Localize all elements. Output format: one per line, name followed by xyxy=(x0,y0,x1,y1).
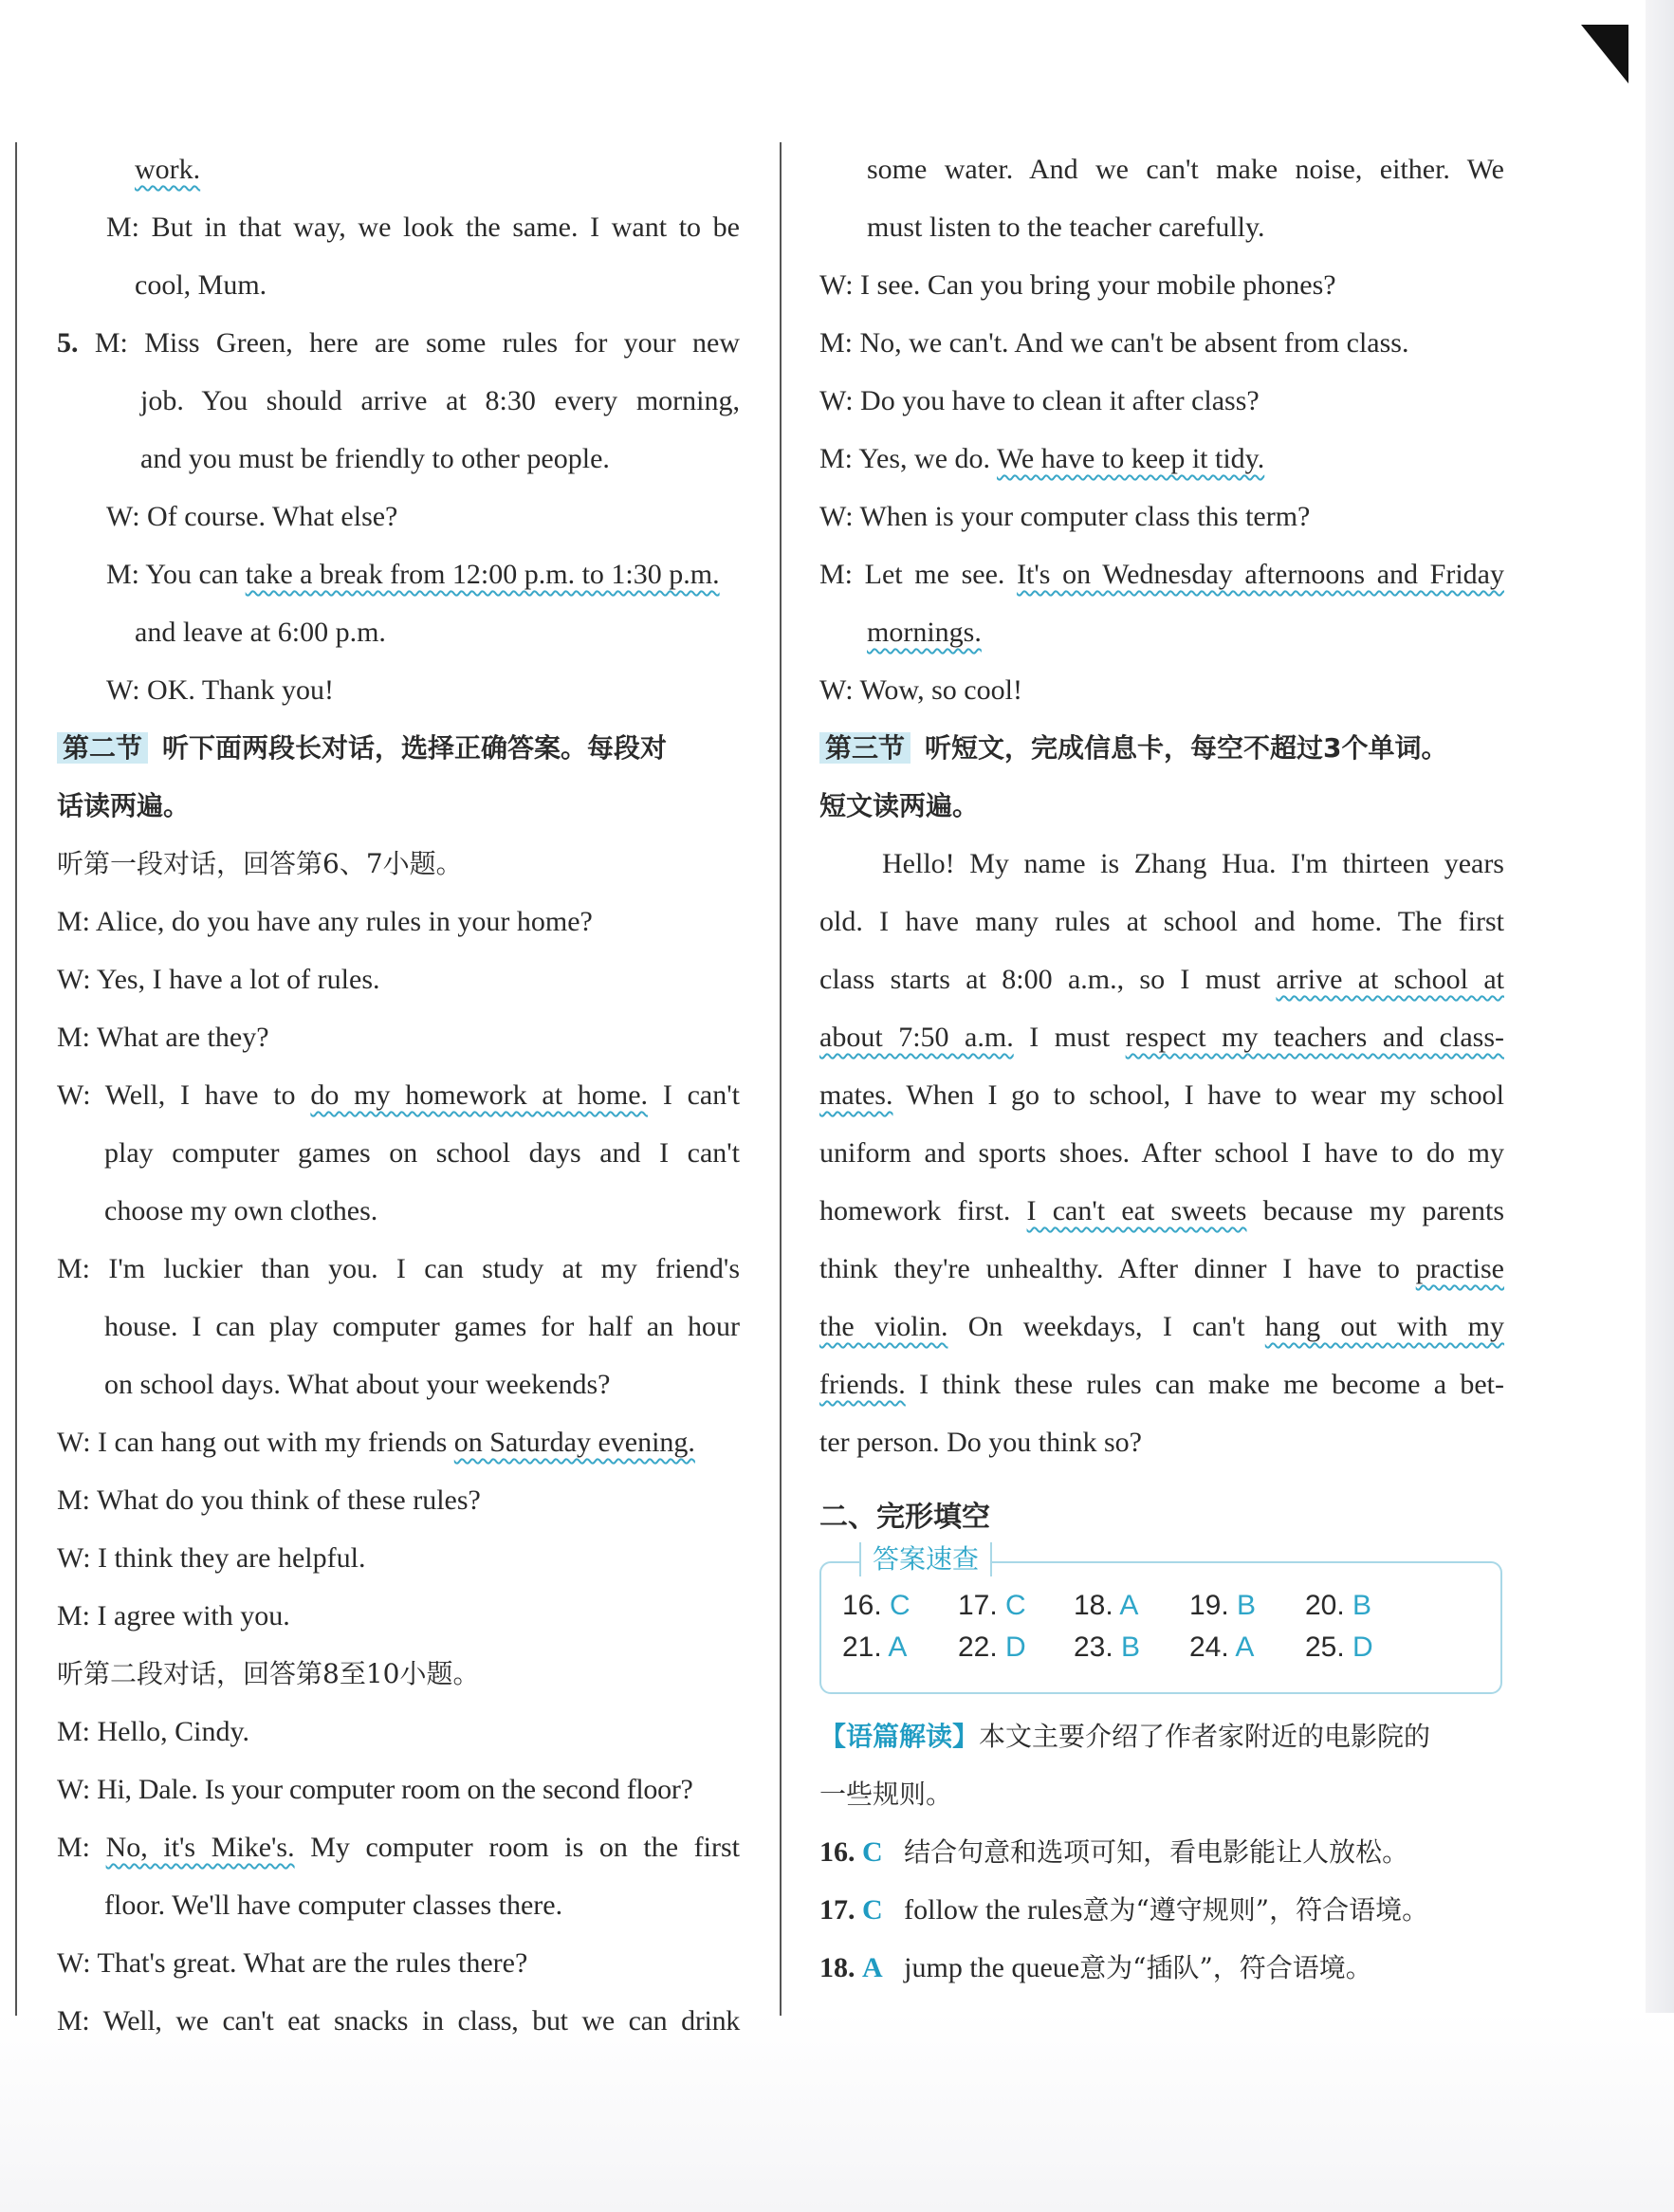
dialogue-intro: 听第一段对话，回答第6、7小题。 xyxy=(57,848,463,879)
answer-key-17: 17. C follow the rules意为“遵守规则”，符合语境。 xyxy=(819,1894,1429,1926)
text-line: choose my own clothes. xyxy=(104,1195,378,1226)
text-line: W: Well, I have to do my homework at home. I can't xyxy=(57,1079,740,1111)
passage-line: mates. When I go to school, I have to wear my school xyxy=(819,1079,1504,1111)
left-column xyxy=(57,140,740,2050)
text-line: W: Of course. What else? xyxy=(106,501,398,532)
answer-number: 24. xyxy=(1189,1631,1236,1663)
text-line: M: No, we can't. And we can't be absent from class. xyxy=(819,327,1409,359)
answer-letter: A xyxy=(888,1631,908,1663)
text-line: some water. And we can't make noise, either. We xyxy=(867,154,1504,185)
answer-number: 19. xyxy=(1189,1590,1238,1621)
answer-quick-check-box xyxy=(819,1543,1502,1694)
answer-item xyxy=(1074,1590,1189,1622)
answer-number: 16. xyxy=(842,1590,891,1621)
left-margin-rule xyxy=(15,142,17,2016)
text-line: W: That's great. What are the rules there? xyxy=(57,1947,528,1979)
passage-line: about 7:50 a.m. I must respect my teachers and class- xyxy=(819,1022,1504,1053)
text-line: job. You should arrive at 8:30 every morning, xyxy=(140,385,740,416)
answer-item xyxy=(1074,1631,1189,1664)
answer-number: 18. xyxy=(1074,1590,1120,1621)
corner-triangle-icon xyxy=(1581,25,1632,85)
passage-line: ter person. Do you think so? xyxy=(819,1427,1142,1458)
passage-line: uniform and sports shoes. After school I have to do my xyxy=(819,1137,1504,1169)
text-line: cool, Mum. xyxy=(135,269,267,301)
text-line: W: I can hang out with my friends on Saturday evening. xyxy=(57,1427,695,1458)
text-line: M: No, it's Mike's. My computer room is on the first xyxy=(57,1832,740,1863)
passage-line: think they're unhealthy. After dinner I have to practise xyxy=(819,1253,1504,1284)
right-column xyxy=(819,140,1504,1997)
answer-letter: A xyxy=(1235,1631,1255,1663)
text-line: W: I think they are helpful. xyxy=(57,1542,366,1574)
answer-key-18: 18. A jump the queue意为“插队”，符合语境。 xyxy=(819,1952,1372,1983)
text-line: W: When is your computer class this term? xyxy=(819,501,1311,532)
answer-letter: D xyxy=(1005,1631,1026,1663)
column-divider xyxy=(780,142,782,2016)
answer-letter: A xyxy=(1119,1590,1139,1621)
passage-line: Hello! My name is Zhang Hua. I'm thirteen years xyxy=(882,848,1504,879)
text-line: M: What are they? xyxy=(57,1022,269,1053)
answer-number: 21. xyxy=(842,1631,889,1663)
answer-item xyxy=(1305,1631,1421,1664)
section-heading: 第三节 听短文，完成信息卡，每空不超过3个单词。 xyxy=(819,719,1504,777)
text-line: house. I can play computer games for half an hour xyxy=(104,1311,740,1342)
passage-line: old. I have many rules at school and home. The first xyxy=(819,906,1504,937)
text-line: must listen to the teacher carefully. xyxy=(867,212,1265,243)
answer-item xyxy=(1305,1590,1421,1622)
answer-number: 20. xyxy=(1305,1590,1353,1621)
answer-item xyxy=(842,1590,958,1622)
analysis-line: 【语篇解读】本文主要介绍了作者家附近的电影院的 xyxy=(819,1721,1431,1752)
passage-line: friends. I think these rules can make me become a bet- xyxy=(819,1369,1504,1400)
text-line: and you must be friendly to other people. xyxy=(140,443,610,474)
text-line: work. xyxy=(135,154,201,185)
text-line: mornings. xyxy=(867,617,982,648)
answer-number: 25. xyxy=(1305,1631,1353,1663)
text-line: 5. M: Miss Green, here are some rules for your new xyxy=(57,327,740,359)
answer-number: 23. xyxy=(1074,1631,1122,1663)
cloze-heading: 二、完形填空 xyxy=(819,1501,990,1534)
text-line: floor. We'll have computer classes there. xyxy=(104,1889,563,1921)
answer-letter: B xyxy=(1352,1590,1372,1621)
text-line: M: Alice, do you have any rules in your home? xyxy=(57,906,593,937)
answer-box-title: 答案速查 xyxy=(859,1542,992,1576)
section-heading-cont: 短文读两遍。 xyxy=(819,790,980,821)
answer-letter: B xyxy=(1237,1590,1257,1621)
text-line: W: Do you have to clean it after class? xyxy=(819,385,1260,416)
passage-line: the violin. On weekdays, I can't hang out with my xyxy=(819,1311,1505,1342)
answer-grid xyxy=(842,1590,1421,1664)
answer-letter: B xyxy=(1121,1631,1141,1663)
passage-line: homework first. I can't eat sweets because my parents xyxy=(819,1195,1505,1226)
answer-number: 22. xyxy=(958,1631,1006,1663)
text-line: W: Wow, so cool! xyxy=(819,674,1022,706)
text-line: W: Yes, I have a lot of rules. xyxy=(57,964,380,995)
text-line: M: Hello, Cindy. xyxy=(57,1716,250,1747)
analysis-line: 一些规则。 xyxy=(819,1779,953,1810)
answer-number: 17. xyxy=(958,1590,1006,1621)
text-line: M: You can take a break from 12:00 p.m. to 1:30 p.m. xyxy=(106,559,720,590)
text-line: M: Let me see. It's on Wednesday afternoons and Friday xyxy=(819,559,1504,590)
text-line: play computer games on school days and I can't xyxy=(104,1137,740,1169)
text-line: and leave at 6:00 p.m. xyxy=(135,617,386,648)
page-edge-shade xyxy=(1646,0,1674,2212)
answer-letter: D xyxy=(1352,1631,1373,1663)
answer-item xyxy=(958,1590,1074,1622)
text-line: M: I agree with you. xyxy=(57,1600,290,1631)
section-heading-cont: 话读两遍。 xyxy=(57,790,191,821)
text-line: M: What do you think of these rules? xyxy=(57,1484,481,1516)
text-line: M: I'm luckier than you. I can study at my friend's xyxy=(57,1253,740,1284)
text-line: W: Hi, Dale. Is your computer room on the second floor? xyxy=(57,1774,693,1805)
answer-item xyxy=(842,1631,958,1664)
text-line: M: But in that way, we look the same. I want to be xyxy=(106,212,740,243)
answer-item xyxy=(1189,1590,1305,1622)
answer-letter: C xyxy=(1005,1590,1026,1621)
answer-letter: C xyxy=(890,1590,911,1621)
text-line: on school days. What about your weekends? xyxy=(104,1369,611,1400)
text-line: W: OK. Thank you! xyxy=(106,674,334,706)
section-heading: 第二节 听下面两段长对话，选择正确答案。每段对 xyxy=(57,719,740,777)
answer-key-16: 16. C 结合句意和选项可知，看电影能让人放松。 xyxy=(819,1836,1409,1868)
passage-line: class starts at 8:00 a.m., so I must arrive at school at xyxy=(819,964,1504,995)
answer-item xyxy=(1189,1631,1305,1664)
text-line: W: I see. Can you bring your mobile phones? xyxy=(819,269,1336,301)
text-line: M: Yes, we do. We have to keep it tidy. xyxy=(819,443,1265,474)
answer-item xyxy=(958,1631,1074,1664)
dialogue-intro: 听第二段对话，回答第8至10小题。 xyxy=(57,1658,480,1689)
text-line: M: Well, we can't eat snacks in class, but we can drink xyxy=(57,2005,740,2037)
